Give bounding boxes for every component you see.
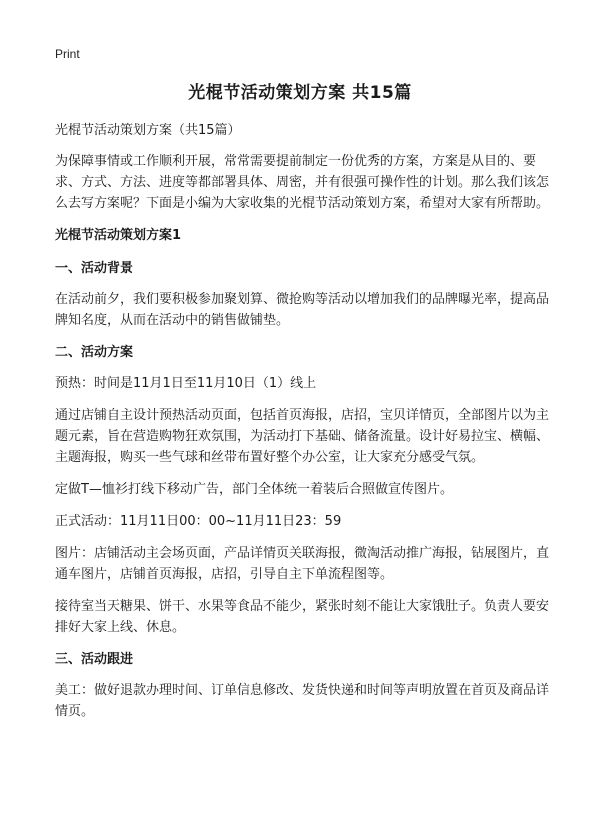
- page-title: 光棍节活动策划方案 共15篇: [188, 83, 412, 103]
- reception-paragraph: 接待室当天糖果、饼干、水果等食品不能少，紧张时刻不能让大家饿肚子。负责人要安排好大家上线、休息。: [55, 599, 550, 635]
- section-background-text: 在活动前夕，我们要积极参加聚划算、微抢购等活动以增加我们的品牌曝光率，提高品牌知名度，从而在活动中的销售做铺垫。: [55, 292, 550, 328]
- section-background-title: 一、活动背景: [55, 261, 134, 276]
- pictures-paragraph: 图片：店铺活动主会场页面，产品详情页关联海报，微淘活动推广海报，钻展图片，直通车图片，店铺首页海报，店招，引导自主下单流程图等。: [55, 546, 550, 582]
- preheat-paragraph: 预热：时间是11月1日至11月10日（1）线上: [55, 376, 317, 391]
- section-followup-title: 三、活动跟进: [55, 652, 134, 667]
- art-paragraph: 美工：做好退款办理时间、订单信息修改、发货快递和时间等声明放置在首页及商品详情页。: [55, 683, 550, 719]
- design-paragraph: 通过店铺自主设计预热活动页面，包括首页海报，店招，宝贝详情页，全部图片以为主题元素，旨在营造购物狂欢氛围，为活动打下基础、储备流量。设计好易拉宝、横幅、主题海报，购买一些气球和丝带布置好整个办公室，让大家充分感受气氛。: [55, 408, 550, 465]
- plan-heading: 光棍节活动策划方案1: [55, 228, 182, 243]
- document-subtitle: 光棍节活动策划方案（共15篇）: [55, 123, 241, 138]
- print-label: Print: [55, 47, 80, 61]
- tshirt-paragraph: 定做T—恤衫打线下移动广告，部门全体统一着装后合照做宣传图片。: [55, 482, 453, 497]
- formal-time-paragraph: 正式活动：11月11日00：00~11月11日23：59: [55, 514, 342, 529]
- intro-paragraph: 为保障事情或工作顺利开展，常常需要提前制定一份优秀的方案，方案是从目的、要求、方式、方法、进度等都部署具体、周密，并有很强可操作性的计划。那么我们该怎么去写方案呢？下面是小编为大家收集的光棍节活动策划方案，希望对大家有所帮助。: [55, 154, 550, 211]
- section-plan-title: 二、活动方案: [55, 345, 134, 360]
- document-body: [55, 120, 555, 733]
